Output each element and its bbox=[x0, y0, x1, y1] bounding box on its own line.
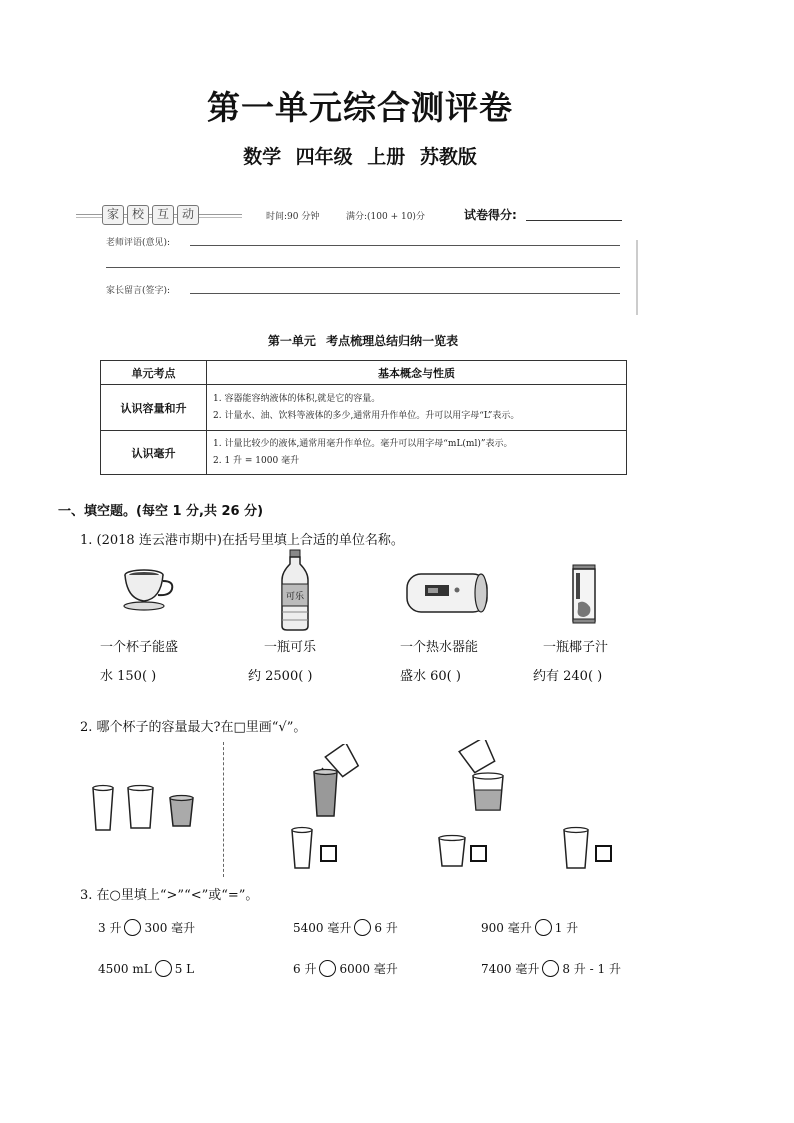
question-2-prompt: 2. 哪个杯子的容量最大?在□里画“√”。 bbox=[80, 720, 307, 735]
table-cell-definition bbox=[207, 431, 627, 475]
compare-left: 7400 毫升 bbox=[481, 962, 540, 976]
q1-item-heater-text: 一个热水器能 bbox=[400, 640, 479, 655]
q1-item-cola-text: 一瓶可乐 bbox=[264, 640, 317, 655]
exam-full-score: 满分:(100 + 10)分 bbox=[346, 212, 425, 222]
table-cell-definition bbox=[207, 385, 627, 431]
parent-message-label: 家长留言(签字): bbox=[106, 286, 171, 296]
compare-right: 1 升 bbox=[554, 921, 579, 935]
definition-line: 1. 容器能容纳液体的体积,就是它的容量。 bbox=[213, 393, 381, 404]
page-title: 第一单元综合测评卷 bbox=[207, 88, 513, 127]
pouring-cup-icon bbox=[300, 744, 364, 818]
table-header: 单元考点 bbox=[101, 361, 207, 385]
compare-left: 6 升 bbox=[293, 962, 317, 976]
parent-message-line[interactable] bbox=[190, 293, 620, 294]
exam-time: 时间:90 分钟 bbox=[266, 212, 320, 222]
compare-right: 8 升 - 1 升 bbox=[562, 962, 621, 976]
answer-checkbox[interactable] bbox=[320, 845, 337, 862]
q1-item-cup-text: 一个杯子能盛 bbox=[100, 640, 179, 655]
compare-circle[interactable] bbox=[124, 919, 141, 936]
compare-item bbox=[481, 960, 621, 977]
coconut-juice-can-icon bbox=[570, 563, 598, 625]
table-cell-point: 认识毫升 bbox=[101, 431, 207, 475]
compare-item bbox=[293, 919, 398, 936]
three-cups-icon bbox=[90, 784, 200, 834]
answer-cup-icon bbox=[437, 834, 467, 868]
teacher-comment-line[interactable] bbox=[106, 267, 620, 268]
table-row bbox=[101, 431, 627, 475]
compare-circle[interactable] bbox=[319, 960, 336, 977]
q1-item-cola-blank[interactable]: 约 2500( ) bbox=[248, 669, 313, 684]
table-cell-point: 认识容量和升 bbox=[101, 385, 207, 431]
cup-icon bbox=[120, 565, 178, 613]
cola-bottle-icon bbox=[278, 548, 312, 632]
pouring-cup-icon bbox=[455, 740, 519, 814]
q2-divider bbox=[223, 742, 224, 877]
teacher-comment-label: 老师评语(意见): bbox=[106, 238, 171, 248]
question-1-prompt: 1. (2018 连云港市期中)在括号里填上合适的单位名称。 bbox=[80, 533, 404, 548]
answer-checkbox[interactable] bbox=[595, 845, 612, 862]
home-school-ribbon bbox=[76, 203, 636, 227]
page-subtitle: 数学 四年级 上册 苏教版 bbox=[243, 146, 477, 168]
compare-left: 5400 毫升 bbox=[293, 921, 352, 935]
table-row bbox=[101, 385, 627, 431]
compare-circle[interactable] bbox=[155, 960, 172, 977]
definition-line: 2. 计量水、油、饮料等液体的多少,通常用升作单位。升可以用字母“L”表示。 bbox=[213, 410, 520, 421]
definition-line: 2. 1 升 = 1000 毫升 bbox=[213, 455, 300, 466]
section-heading: 一、填空题。(每空 1 分,共 26 分) bbox=[58, 504, 264, 519]
q1-item-heater-blank[interactable]: 盛水 60( ) bbox=[400, 669, 461, 684]
answer-checkbox[interactable] bbox=[470, 845, 487, 862]
q1-item-coconut-blank[interactable]: 约有 240( ) bbox=[533, 669, 603, 684]
score-label: 试卷得分: bbox=[464, 208, 517, 222]
definition-line: 1. 计量比较少的液体,通常用毫升作单位。毫升可以用字母“mL(ml)”表示。 bbox=[213, 438, 513, 449]
compare-circle[interactable] bbox=[542, 960, 559, 977]
compare-circle[interactable] bbox=[535, 919, 552, 936]
question-3-prompt: 3. 在○里填上“>”“<”或“=”。 bbox=[80, 888, 259, 903]
score-blank[interactable] bbox=[526, 220, 622, 221]
summary-table bbox=[100, 360, 627, 475]
compare-item bbox=[98, 919, 195, 936]
compare-item bbox=[481, 919, 578, 936]
teacher-comment-line[interactable] bbox=[190, 245, 620, 246]
compare-right: 6 升 bbox=[374, 921, 398, 935]
compare-circle[interactable] bbox=[354, 919, 371, 936]
compare-left: 900 毫升 bbox=[481, 921, 532, 935]
summary-table-title: 第一单元 考点梳理总结归纳一览表 bbox=[267, 334, 459, 348]
compare-right: 5 L bbox=[174, 961, 195, 976]
table-header: 基本概念与性质 bbox=[207, 361, 627, 385]
compare-left: 3 升 bbox=[98, 921, 122, 935]
compare-item bbox=[293, 960, 398, 977]
ribbon-badge: 校 bbox=[127, 205, 149, 225]
compare-item bbox=[98, 960, 194, 977]
cola-label: 可乐 bbox=[285, 592, 305, 602]
ribbon-badge: 家 bbox=[102, 205, 124, 225]
answer-cup-icon bbox=[290, 826, 314, 870]
compare-right: 6000 毫升 bbox=[339, 962, 398, 976]
q1-item-cup-blank[interactable]: 水 150( ) bbox=[100, 669, 157, 684]
ribbon-edge bbox=[636, 240, 638, 315]
ribbon-badge: 动 bbox=[177, 205, 199, 225]
q1-item-coconut-text: 一瓶椰子汁 bbox=[543, 640, 609, 655]
compare-left: 4500 mL bbox=[98, 961, 152, 976]
answer-cup-icon bbox=[562, 826, 590, 870]
water-heater-icon bbox=[403, 570, 491, 616]
compare-right: 300 毫升 bbox=[144, 921, 196, 935]
ribbon-badge: 互 bbox=[152, 205, 174, 225]
